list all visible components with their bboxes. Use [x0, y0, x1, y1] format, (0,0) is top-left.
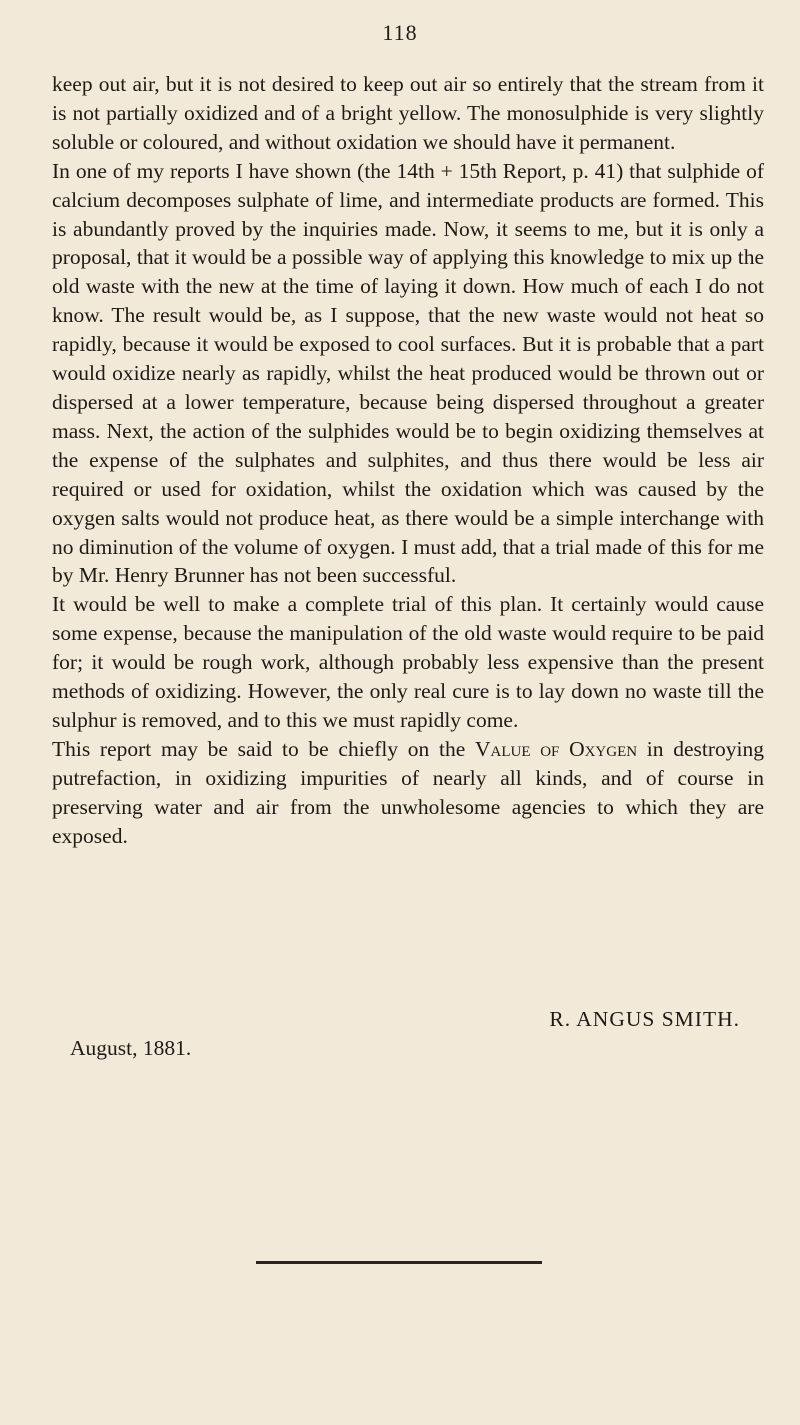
paragraph-2-text: In one of my reports I have shown (the 14th + 15th Report, p. 41) that sulphide of calcium decomposes sulphate of lime, and intermediate products are formed. This is abundantly proved by the inquiries made. Now, it seems to me, but it is only a proposal, that it would be a possible way of applying this knowledge to mix up the old waste with the new at the time of laying it down. How much of each I do not know. The result would be, as I suppose, that the new waste would not heat so rapidly, because it would be exposed to cool surfaces. But it is probable that a part would oxidize nearly as rapidly, whilst the heat produced would be thrown out or dispersed at a lower temperature, because being dispersed throughout a greater mass. Next, the action of the sulphides would be to begin oxidizing themselves at the expense of the sulphates and sulphites, and thus there would be less air required or used for oxidation, whilst the oxidation which was caused by the oxygen salts would not produce heat, as there would be a simple interchange with no diminution of the volume of oxygen. I must add, that a trial made of this for me by Mr. Henry Brunner has not been successful.: [52, 158, 764, 588]
paragraph-4: [52, 735, 764, 851]
paragraph-1: [52, 70, 764, 157]
paragraph-4-text-before: This report may be said to be chiefly on the: [52, 736, 475, 761]
paragraph-2: [52, 157, 764, 591]
signature: R. ANGUS SMITH.: [549, 1007, 740, 1031]
end-rule: [256, 1261, 542, 1264]
paragraph-3: [52, 590, 764, 735]
page-number: 118: [382, 20, 418, 45]
paragraph-4-text-after: in destroying putrefaction, in oxidizing impurities of nearly all kinds, and of course in preserving water and air from the unwholesome agencies to which they are exposed.: [52, 736, 764, 848]
body-text: [52, 70, 764, 850]
paragraph-4-smallcaps: Value of Oxygen: [474, 736, 638, 761]
paragraph-1-text: keep out air, but it is not desired to keep out air so entirely that the stream from it is not partially oxidized and of a bright yellow. The monosulphide is very slightly soluble or coloured, and without oxidation we should have it permanent.: [52, 72, 764, 154]
dateline: August, 1881.: [70, 1036, 192, 1060]
paragraph-3-text: It would be well to make a complete trial of this plan. It certainly would cause some expense, because the manipulation of the old waste would require to be paid for; it would be rough work, although probably less expensive than the present methods of oxidizing. However, the only real cure is to lay down no waste till the sulphur is removed, and to this we must rapidly come.: [52, 592, 764, 732]
